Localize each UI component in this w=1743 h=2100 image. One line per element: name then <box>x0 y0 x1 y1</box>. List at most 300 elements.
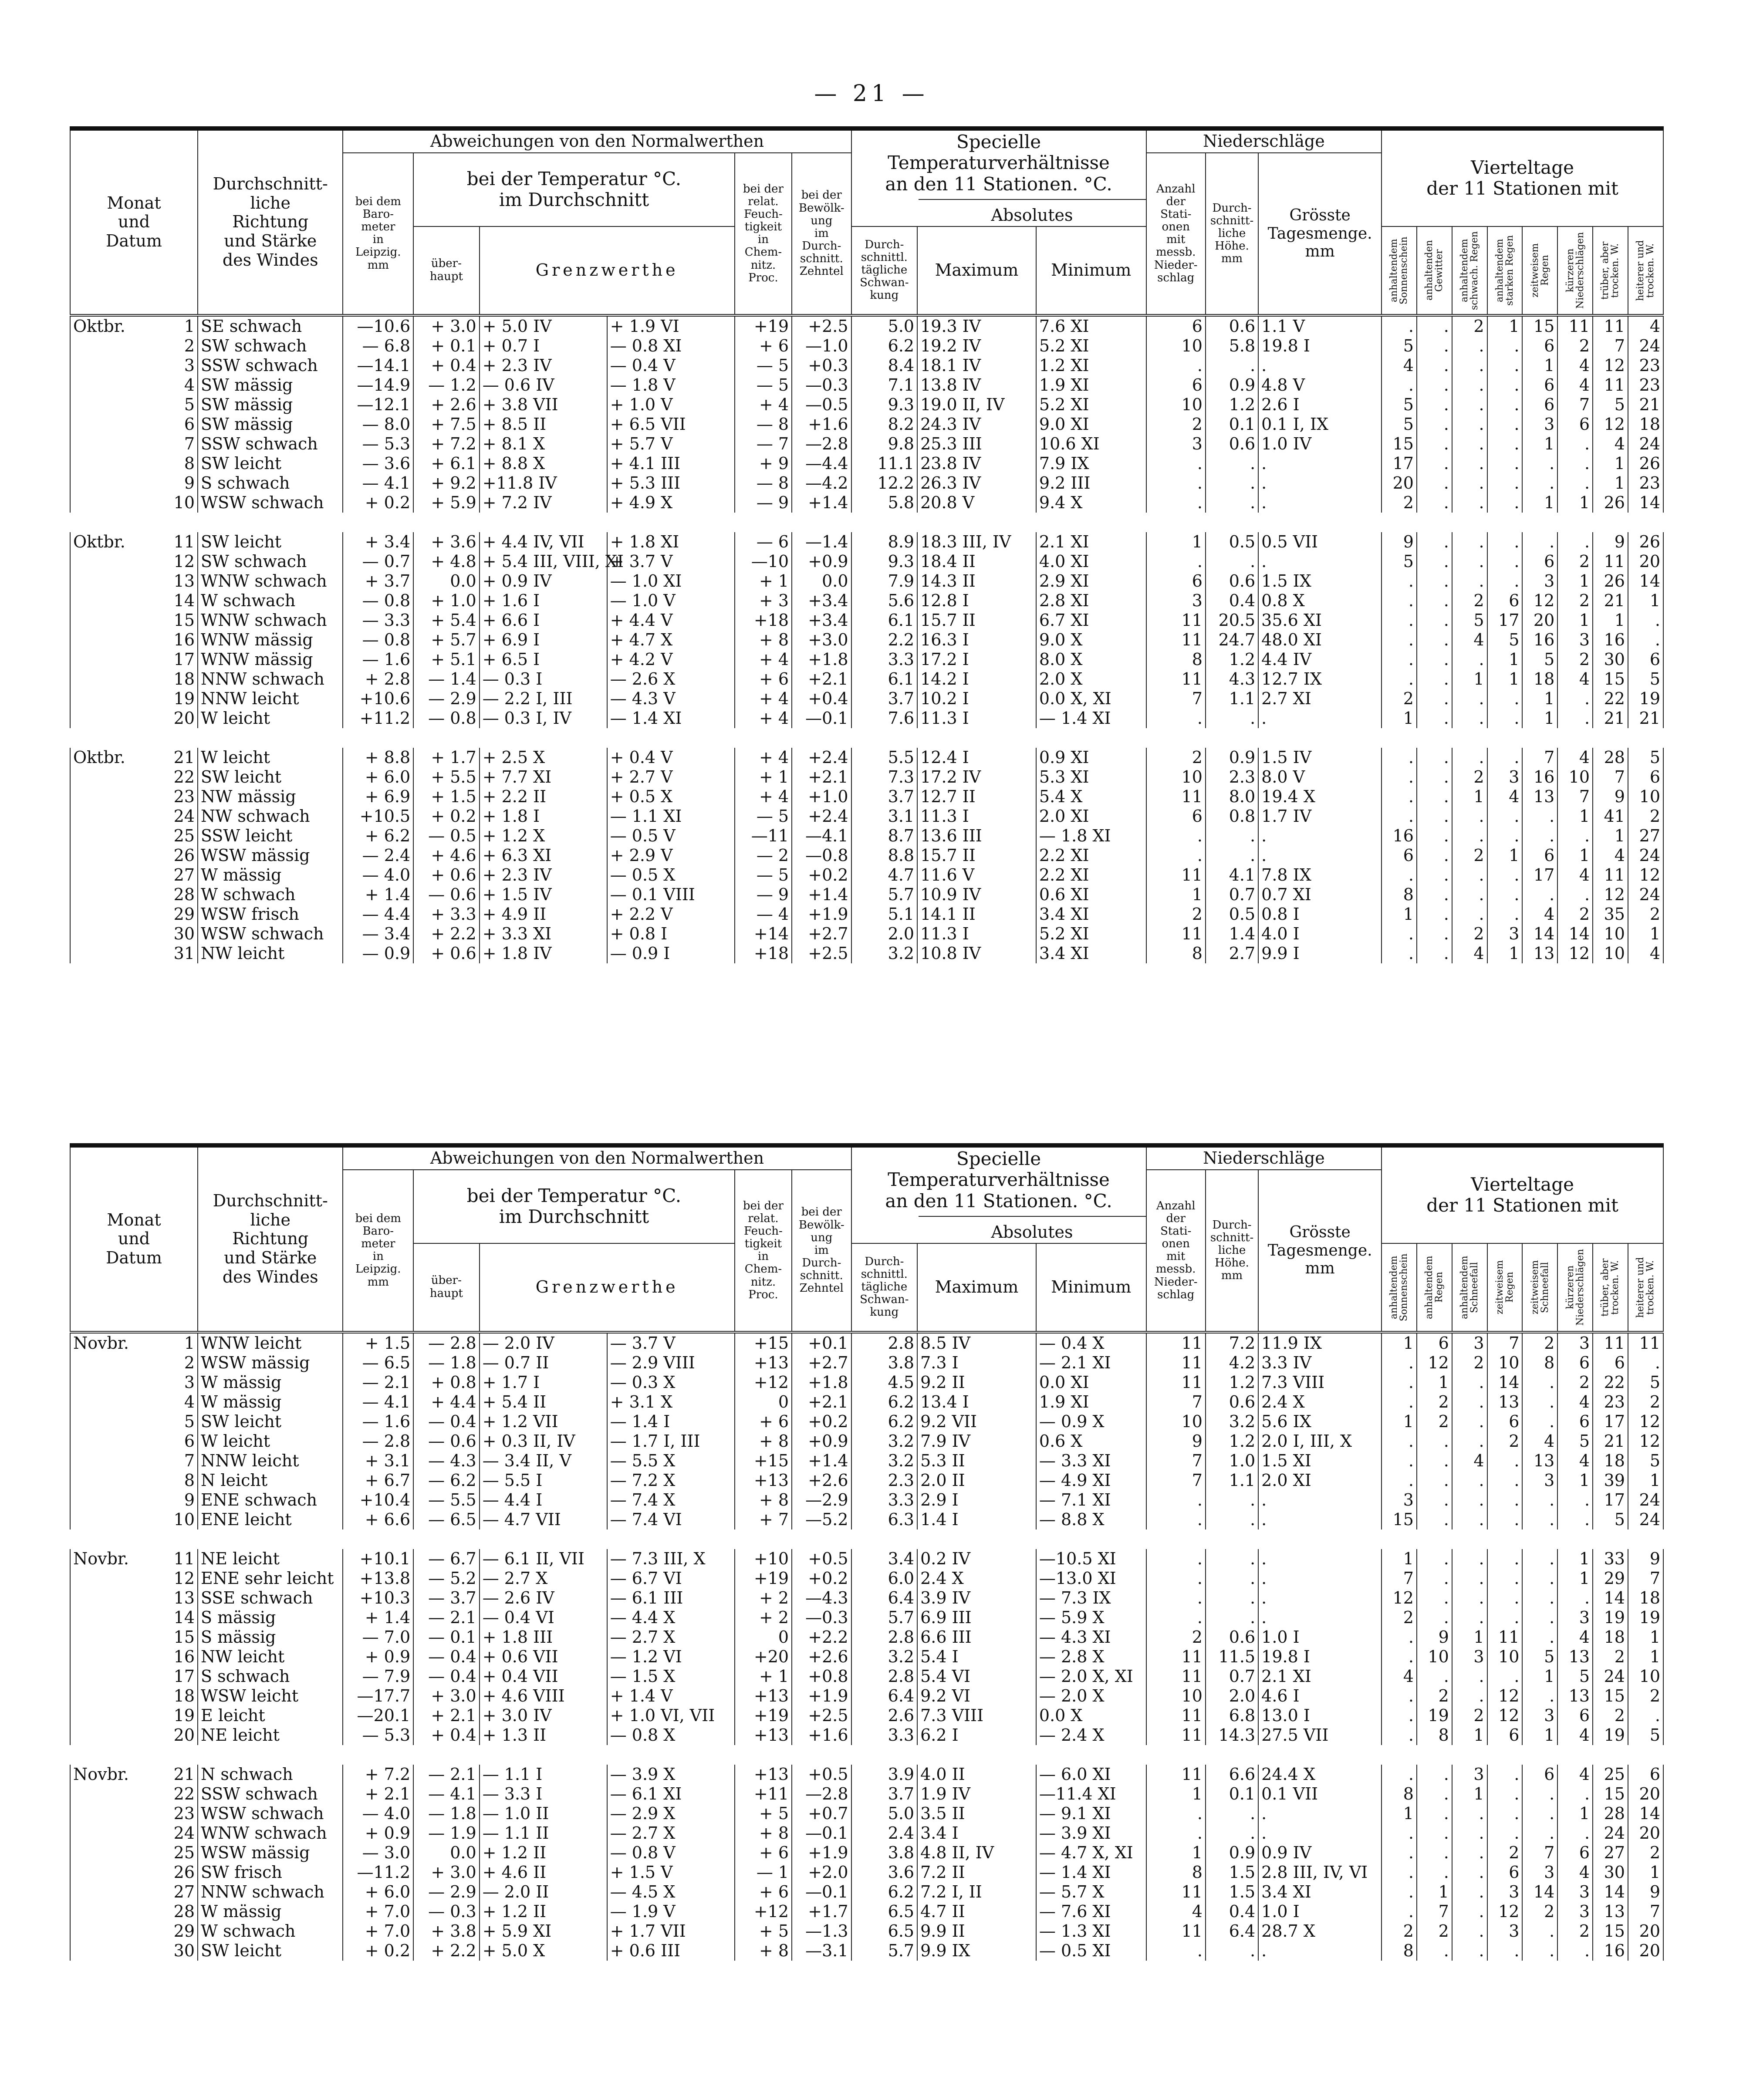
header-text: Leipzig. <box>355 1263 401 1276</box>
greatest-cell: 1.7 IV <box>1258 807 1382 826</box>
swing-cell: 3.3 <box>851 1490 918 1510</box>
swing-cell: 2.4 <box>851 1823 918 1843</box>
humidity-cell: +20 <box>735 1647 792 1667</box>
quarter-cell: 4 <box>1593 846 1628 865</box>
baro-cell: —20.1 <box>343 1706 413 1725</box>
header-wind <box>198 1145 343 1332</box>
humidity-cell: +10 <box>735 1549 792 1569</box>
wind-cell: NE leicht <box>198 1725 343 1745</box>
table-row <box>70 865 1663 885</box>
min-cell: 2.0 XI <box>1036 807 1146 826</box>
min-cell: 5.2 XI <box>1036 395 1146 415</box>
baro-cell: — 3.6 <box>343 454 413 473</box>
header-text: Anzahl <box>1156 182 1196 196</box>
day-cell: 13 <box>165 571 198 591</box>
temp-dev-cell: + 1.5 <box>413 787 480 807</box>
quarter-cell: . <box>1417 1608 1452 1627</box>
humidity-cell: + 6 <box>735 1843 792 1863</box>
quarter-cell: 2 <box>1628 807 1663 826</box>
limit-low-cell: — 0.8 V <box>607 1843 735 1863</box>
max-cell: 5.3 II <box>917 1451 1036 1471</box>
greatest-cell: . <box>1258 454 1382 473</box>
quarter-cell: 1 <box>1557 1569 1593 1588</box>
quarter-cell: 22 <box>1593 689 1628 709</box>
quarter-cell: . <box>1487 689 1523 709</box>
stations-cell: . <box>1146 846 1206 865</box>
quarter-cell: 1 <box>1557 571 1593 591</box>
quarter-cell: 20 <box>1382 473 1417 493</box>
quarter-cell: . <box>1452 650 1487 669</box>
limit-high-cell: + 5.4 II <box>480 1392 607 1412</box>
header-text: liche <box>250 1210 291 1229</box>
quarter-cell: . <box>1452 336 1487 356</box>
table-row <box>70 846 1663 865</box>
quarter-cell: 15 <box>1382 1510 1417 1529</box>
baro-cell: + 7.2 <box>343 1765 413 1784</box>
quarter-cell: . <box>1382 1902 1417 1921</box>
header-text: tigkeit <box>744 1237 782 1251</box>
quarter-cell: 1 <box>1557 493 1593 513</box>
stations-cell: 11 <box>1146 1373 1206 1392</box>
greatest-cell: 2.8 III, IV, VI <box>1258 1863 1382 1882</box>
min-cell: — 3.9 XI <box>1036 1823 1146 1843</box>
header-text: bei dem <box>355 195 401 208</box>
header-bewoelk <box>792 1170 851 1332</box>
day-cell: 29 <box>165 905 198 924</box>
table-row <box>70 571 1663 591</box>
header-text: Abweichungen von den Normalwerthen <box>430 1148 764 1168</box>
humidity-cell: — 5 <box>735 807 792 826</box>
limit-high-cell: + 2.3 IV <box>480 356 607 375</box>
quarter-cell: . <box>1487 1608 1523 1627</box>
humidity-cell: +15 <box>735 1451 792 1471</box>
cloud-cell: +2.6 <box>792 1471 851 1490</box>
max-cell: 18.4 II <box>917 552 1036 571</box>
quarter-cell: 3 <box>1522 571 1557 591</box>
quarter-cell: 1 <box>1522 356 1557 375</box>
header-text: Leipzig. <box>355 246 401 259</box>
stations-cell: 6 <box>1146 315 1206 336</box>
quarter-cell: 3 <box>1557 1882 1593 1902</box>
quarter-cell: . <box>1452 1902 1487 1921</box>
quarter-cell: 2 <box>1557 591 1593 611</box>
header-text: Tagesmenge. <box>1267 224 1372 243</box>
table-row <box>70 944 1663 963</box>
quarter-cell: . <box>1382 630 1417 650</box>
greatest-cell: 4.4 IV <box>1258 650 1382 669</box>
day-cell: 19 <box>165 1706 198 1725</box>
quarter-cell: 11 <box>1593 375 1628 395</box>
stations-cell: . <box>1146 1510 1206 1529</box>
limit-low-cell: — 2.7 X <box>607 1823 735 1843</box>
month-cell <box>70 1627 165 1647</box>
min-cell: 2.8 XI <box>1036 591 1146 611</box>
quarter-cell: 5 <box>1522 1647 1557 1667</box>
day-cell: 30 <box>165 924 198 944</box>
quarter-cell: . <box>1452 1490 1487 1510</box>
table-row <box>70 709 1663 728</box>
header-text: schnittl. <box>861 1267 908 1281</box>
baro-cell: — 3.0 <box>343 1843 413 1863</box>
quarter-cell: . <box>1487 395 1523 415</box>
quarter-cell: 1 <box>1487 650 1523 669</box>
quarter-cell: 5 <box>1593 395 1628 415</box>
header-quarter-col <box>1382 1243 1417 1332</box>
quarter-cell: . <box>1382 944 1417 963</box>
wind-cell: WSW schwach <box>198 493 343 513</box>
day-cell: 1 <box>165 1332 198 1353</box>
header-text: und <box>118 212 150 232</box>
quarter-cell: 4 <box>1557 1863 1593 1882</box>
baro-cell: — 2.1 <box>343 1373 413 1392</box>
quarter-cell: 26 <box>1593 493 1628 513</box>
quarter-cell: 10 <box>1417 1647 1452 1667</box>
quarter-cell: 3 <box>1557 630 1593 650</box>
quarter-cell: 12 <box>1593 415 1628 434</box>
quarter-cell: . <box>1452 1392 1487 1412</box>
header-text: im Durchschnitt <box>499 1206 649 1228</box>
temp-dev-cell: — 2.9 <box>413 689 480 709</box>
quarter-label: zeitweisem Regen <box>1494 1260 1516 1314</box>
header-temp-group <box>413 1170 735 1243</box>
humidity-cell: +19 <box>735 315 792 336</box>
stations-cell: . <box>1146 356 1206 375</box>
stations-cell: 8 <box>1146 944 1206 963</box>
baro-cell: + 6.6 <box>343 1510 413 1529</box>
temp-dev-cell: + 5.5 <box>413 767 480 787</box>
baro-cell: — 0.7 <box>343 552 413 571</box>
header-feucht <box>735 1170 792 1332</box>
humidity-cell: + 1 <box>735 767 792 787</box>
baro-cell: — 3.3 <box>343 611 413 630</box>
header-quarter-col <box>1382 226 1417 315</box>
header-hoehe <box>1206 1170 1258 1332</box>
quarter-cell: . <box>1417 454 1452 473</box>
quarter-cell: 7 <box>1628 1902 1663 1921</box>
quarter-cell: . <box>1557 1510 1593 1529</box>
header-text: Anzahl <box>1156 1199 1196 1212</box>
max-cell: 19.3 IV <box>917 315 1036 336</box>
baro-cell: — 5.3 <box>343 1725 413 1745</box>
limit-high-cell: + 4.6 VIII <box>480 1686 607 1706</box>
greatest-cell: 12.7 IX <box>1258 669 1382 689</box>
temp-dev-cell: — 3.7 <box>413 1588 480 1608</box>
quarter-cell: . <box>1417 1804 1452 1823</box>
min-cell: 7.9 IX <box>1036 454 1146 473</box>
stations-cell: 11 <box>1146 669 1206 689</box>
height-cell: . <box>1206 1823 1258 1843</box>
day-cell: 11 <box>165 532 198 552</box>
min-cell: — 7.1 XI <box>1036 1490 1146 1510</box>
quarter-cell: 5 <box>1628 1373 1663 1392</box>
table-row <box>70 1608 1663 1627</box>
quarter-label: anhaltenden Gewitter <box>1424 240 1445 301</box>
header-text: bei der <box>801 1205 842 1219</box>
swing-cell: 6.0 <box>851 1569 918 1588</box>
limit-low-cell: + 5.3 III <box>607 473 735 493</box>
min-cell: 7.6 XI <box>1036 315 1146 336</box>
greatest-cell: 1.5 IV <box>1258 748 1382 767</box>
quarter-cell: 1 <box>1452 669 1487 689</box>
quarter-cell: 21 <box>1593 709 1628 728</box>
quarter-cell: . <box>1417 944 1452 963</box>
humidity-cell: +11 <box>735 1784 792 1804</box>
temp-dev-cell: — 6.7 <box>413 1549 480 1569</box>
quarter-cell: . <box>1522 1686 1557 1706</box>
max-cell: 3.9 IV <box>917 1588 1036 1608</box>
quarter-cell: 2 <box>1628 1392 1663 1412</box>
temp-dev-cell: — 0.3 <box>413 1902 480 1921</box>
group-gap <box>70 1745 1663 1765</box>
limit-low-cell: + 2.7 V <box>607 767 735 787</box>
swing-cell: 6.5 <box>851 1921 918 1941</box>
month-cell <box>70 611 165 630</box>
quarter-cell: . <box>1522 1941 1557 1961</box>
baro-cell: +10.5 <box>343 807 413 826</box>
swing-cell: 2.2 <box>851 630 918 650</box>
quarter-cell: 2 <box>1487 1432 1523 1451</box>
greatest-cell: 19.8 I <box>1258 336 1382 356</box>
height-cell: 1.1 <box>1206 1471 1258 1490</box>
limit-low-cell: — 1.4 I <box>607 1412 735 1432</box>
baro-cell: — 4.0 <box>343 1804 413 1823</box>
day-cell: 12 <box>165 1569 198 1588</box>
min-cell: — 1.4 XI <box>1036 709 1146 728</box>
height-cell: 0.4 <box>1206 1902 1258 1921</box>
min-cell: 9.4 X <box>1036 493 1146 513</box>
month-cell <box>70 1902 165 1921</box>
max-cell: 7.2 I, II <box>917 1882 1036 1902</box>
humidity-cell: + 2 <box>735 1588 792 1608</box>
quarter-cell: 8 <box>1522 1353 1557 1373</box>
max-cell: 15.7 II <box>917 611 1036 630</box>
header-maximum <box>917 1243 1036 1332</box>
humidity-cell: — 9 <box>735 493 792 513</box>
temp-dev-cell: + 3.0 <box>413 1686 480 1706</box>
quarter-cell: 10 <box>1487 1647 1523 1667</box>
temp-dev-cell: + 3.0 <box>413 315 480 336</box>
height-cell: 1.5 <box>1206 1863 1258 1882</box>
table-row <box>70 1510 1663 1529</box>
quarter-cell: 13 <box>1522 1451 1557 1471</box>
quarter-cell: . <box>1417 1588 1452 1608</box>
quarter-cell: 2 <box>1417 1392 1452 1412</box>
header-text: schnitt. <box>800 1269 843 1282</box>
table-row <box>70 630 1663 650</box>
header-quarter-col <box>1593 1243 1628 1332</box>
max-cell: 10.8 IV <box>917 944 1036 963</box>
max-cell: 2.0 II <box>917 1471 1036 1490</box>
quarter-cell: 3 <box>1557 1902 1593 1921</box>
header-text: bei der <box>743 182 784 196</box>
humidity-cell: + 8 <box>735 1490 792 1510</box>
limit-low-cell: — 4.4 X <box>607 1608 735 1627</box>
max-cell: 1.4 I <box>917 1510 1036 1529</box>
swing-cell: 8.2 <box>851 415 918 434</box>
height-cell: . <box>1206 1941 1258 1961</box>
month-cell <box>70 1490 165 1510</box>
header-text: Baro- <box>362 1225 394 1238</box>
swing-cell: 6.2 <box>851 1412 918 1432</box>
limit-low-cell: + 1.9 VI <box>607 315 735 336</box>
day-cell: 5 <box>165 395 198 415</box>
header-grenzwerthe <box>480 1243 735 1332</box>
quarter-cell: . <box>1628 1706 1663 1725</box>
swing-cell: 3.8 <box>851 1843 918 1863</box>
greatest-cell: 7.3 VIII <box>1258 1373 1382 1392</box>
temp-dev-cell: + 5.7 <box>413 630 480 650</box>
greatest-cell: . <box>1258 1588 1382 1608</box>
stations-cell: . <box>1146 454 1206 473</box>
cloud-cell: +1.4 <box>792 493 851 513</box>
header-text: haupt <box>429 1286 463 1300</box>
header-text: onen <box>1162 1237 1190 1251</box>
limit-high-cell: — 0.3 I <box>480 669 607 689</box>
baro-cell: +11.2 <box>343 709 413 728</box>
wind-cell: ENE schwach <box>198 1490 343 1510</box>
greatest-cell: 0.8 X <box>1258 591 1382 611</box>
quarter-cell: . <box>1417 395 1452 415</box>
limit-low-cell: + 1.0 VI, VII <box>607 1706 735 1725</box>
quarter-cell: . <box>1382 315 1417 336</box>
cloud-cell: +3.0 <box>792 630 851 650</box>
day-cell: 25 <box>165 826 198 846</box>
height-cell: 1.4 <box>1206 924 1258 944</box>
height-cell: 0.1 <box>1206 415 1258 434</box>
stations-cell: . <box>1146 1490 1206 1510</box>
month-cell <box>70 1432 165 1451</box>
wind-cell: WNW schwach <box>198 611 343 630</box>
header-text: Baro- <box>362 208 394 221</box>
temp-dev-cell: + 5.4 <box>413 611 480 630</box>
quarter-cell: . <box>1487 434 1523 454</box>
day-cell: 18 <box>165 669 198 689</box>
table-row <box>70 689 1663 709</box>
wind-cell: SSE schwach <box>198 1588 343 1608</box>
cloud-cell: +1.4 <box>792 1451 851 1471</box>
humidity-cell: — 8 <box>735 415 792 434</box>
cloud-cell: +2.0 <box>792 1863 851 1882</box>
swing-cell: 3.8 <box>851 1353 918 1373</box>
quarter-cell: . <box>1382 1647 1417 1667</box>
day-cell: 2 <box>165 1353 198 1373</box>
header-text: bei dem <box>355 1212 401 1225</box>
table-row <box>70 1412 1663 1432</box>
swing-cell: 3.6 <box>851 1863 918 1882</box>
day-cell: 18 <box>165 1686 198 1706</box>
limit-high-cell: + 1.6 I <box>480 591 607 611</box>
month-cell <box>70 650 165 669</box>
quarter-cell: . <box>1417 591 1452 611</box>
quarter-cell: . <box>1452 826 1487 846</box>
quarter-cell: . <box>1382 865 1417 885</box>
humidity-cell: —10 <box>735 552 792 571</box>
quarter-cell: . <box>1417 1569 1452 1588</box>
table-row <box>70 375 1663 395</box>
day-cell: 26 <box>165 846 198 865</box>
cloud-cell: +2.1 <box>792 767 851 787</box>
header-absolutes: Absolutes <box>991 1222 1073 1242</box>
table-row <box>70 1823 1663 1843</box>
quarter-cell: . <box>1452 807 1487 826</box>
height-cell: 1.5 <box>1206 1882 1258 1902</box>
baro-cell: +13.8 <box>343 1569 413 1588</box>
header-text: onen <box>1162 220 1190 234</box>
limit-high-cell: + 1.2 II <box>480 1843 607 1863</box>
header-quarter-col <box>1487 1243 1523 1332</box>
greatest-cell: 5.6 IX <box>1258 1412 1382 1432</box>
baro-cell: — 5.3 <box>343 434 413 454</box>
limit-high-cell: + 5.0 IV <box>480 315 607 336</box>
quarter-cell: . <box>1382 669 1417 689</box>
cloud-cell: —2.9 <box>792 1490 851 1510</box>
table-row <box>70 748 1663 767</box>
quarter-cell: 1 <box>1382 1412 1417 1432</box>
stations-cell: . <box>1146 1608 1206 1627</box>
quarter-cell: 2 <box>1593 1647 1628 1667</box>
stations-cell: 1 <box>1146 532 1206 552</box>
greatest-cell: 8.0 V <box>1258 767 1382 787</box>
wind-cell: ENE leicht <box>198 1510 343 1529</box>
quarter-cell: 9 <box>1628 1549 1663 1569</box>
header-text: Vierteltage <box>1471 1173 1574 1195</box>
greatest-cell: 2.0 I, III, X <box>1258 1432 1382 1451</box>
temp-dev-cell: + 4.6 <box>413 846 480 865</box>
stations-cell: 2 <box>1146 905 1206 924</box>
baro-cell: + 0.2 <box>343 1941 413 1961</box>
quarter-cell: 2 <box>1452 315 1487 336</box>
limit-low-cell: — 2.6 X <box>607 669 735 689</box>
day-cell: 28 <box>165 1902 198 1921</box>
quarter-cell: . <box>1487 1941 1523 1961</box>
temp-dev-cell: — 0.8 <box>413 709 480 728</box>
quarter-cell: 4 <box>1487 787 1523 807</box>
max-cell: 19.0 II, IV <box>917 395 1036 415</box>
height-cell: 0.4 <box>1206 591 1258 611</box>
greatest-cell: . <box>1258 1804 1382 1823</box>
day-cell: 28 <box>165 885 198 905</box>
quarter-cell: 6 <box>1557 1706 1593 1725</box>
greatest-cell: . <box>1258 356 1382 375</box>
header-text: Schwan- <box>860 276 909 290</box>
baro-cell: + 6.9 <box>343 787 413 807</box>
humidity-cell: + 8 <box>735 1823 792 1843</box>
swing-cell: 3.3 <box>851 1725 918 1745</box>
baro-cell: + 6.0 <box>343 1882 413 1902</box>
quarter-cell: 1 <box>1593 611 1628 630</box>
swing-cell: 4.7 <box>851 865 918 885</box>
humidity-cell: +13 <box>735 1353 792 1373</box>
header-text: Chem- <box>744 246 782 259</box>
min-cell: — 2.0 X <box>1036 1686 1146 1706</box>
month-cell <box>70 846 165 865</box>
height-cell: 6.4 <box>1206 1921 1258 1941</box>
table-row <box>70 1843 1663 1863</box>
quarter-cell: 1 <box>1557 611 1593 630</box>
greatest-cell: . <box>1258 1549 1382 1569</box>
quarter-cell: 2 <box>1452 1706 1487 1725</box>
header-text: Nieder- <box>1154 258 1198 272</box>
height-cell: 6.6 <box>1206 1765 1258 1784</box>
swing-cell: 7.6 <box>851 709 918 728</box>
quarter-label: heiterer und trocken. W. <box>1635 240 1656 301</box>
header-text: Monat <box>107 1210 161 1229</box>
quarter-cell: 12 <box>1382 1588 1417 1608</box>
height-cell: 0.9 <box>1206 375 1258 395</box>
baro-cell: + 8.8 <box>343 748 413 767</box>
header-text: in <box>372 1250 384 1263</box>
quarter-cell: 2 <box>1557 1921 1593 1941</box>
